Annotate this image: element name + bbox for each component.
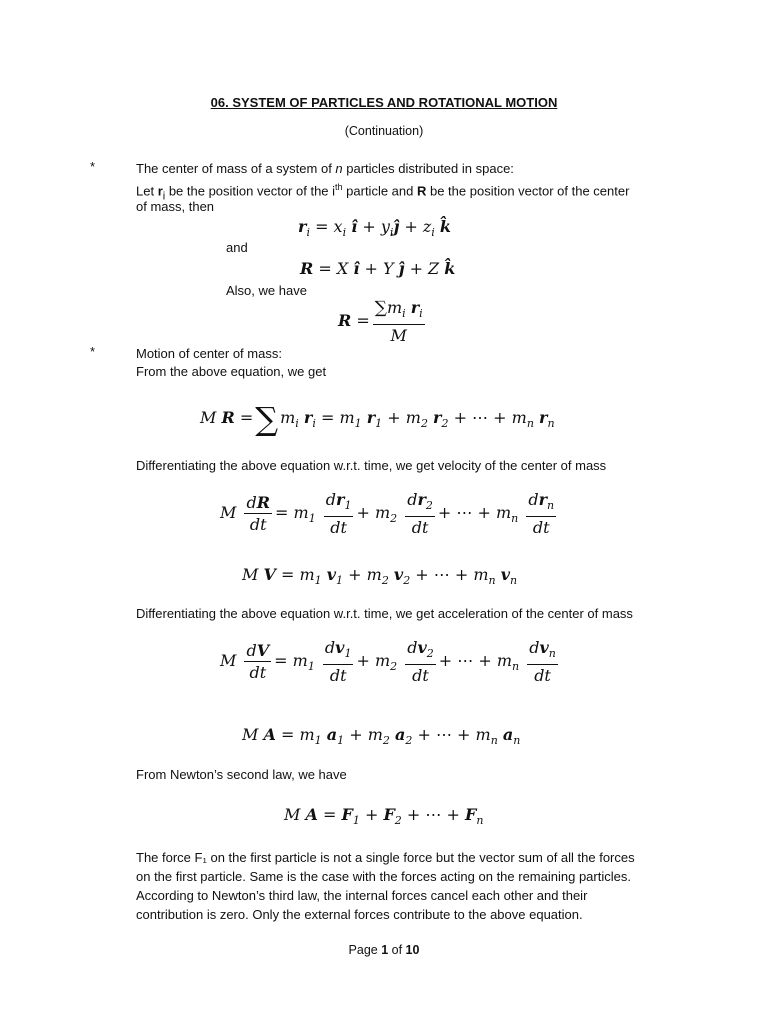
equation-center-of-mass: R = $\frac{\sum m_i r_i}{M}$: [338, 298, 423, 345]
also-label: Also, we have: [226, 283, 307, 298]
bullet-2: *: [90, 344, 96, 359]
section1-line1: The center of mass of a system of n particles distributed in space:: [136, 161, 514, 176]
equation-velocity: M $V = m_1$ $v_1 + m_2$ $v_2$ + ⋯ + $m_n$ $v_n$: [242, 565, 518, 587]
diff-accel-text: Differentiating the above equation w.r.t. time, we get acceleration of the center of mass: [136, 606, 633, 621]
equation-force: M $A = F_1 + F_2$ + ⋯ + $F_n$: [284, 805, 484, 827]
page-title: 06. SYSTEM OF PARTICLES AND ROTATIONAL MOTION: [210, 95, 558, 110]
page-footer: Page 1 of 10: [348, 943, 420, 957]
section1-line3: of mass, then: [136, 199, 215, 214]
section1-line2: Let $r_i$ be the position vector of the $i^{th}$ particle and R be the position vector of the center: [136, 182, 630, 203]
bullet-1: *: [90, 159, 96, 174]
equation-total-mass: M R =∑ $m_i$ $r_i = m_1$ $r_1 + m_2$ $r_2$ + ⋯ + $m_n$ $r_n$: [200, 400, 555, 438]
section2-line1: Motion of center of mass:: [136, 346, 282, 361]
equation-accel-derivative: M $\frac{dV}{dt}$ = $m_1$ $\frac{dv_1}{dt}$ + $m_2$ $\frac{dv_2}{dt}$ + ⋯ + $m_n$ $\frac{dv_n}{dt}$: [220, 638, 556, 685]
page-subtitle: (Continuation): [344, 124, 424, 138]
equation-position-ri: $r_i = x_i$ î + $y_iĵ + z_i$ k̂: [298, 217, 451, 239]
para-line-1: The force F₁ on the first particle is not a single force but the vector sum of all the forces: [136, 850, 635, 865]
diff-velocity-text: Differentiating the above equation w.r.t. time, we get velocity of the center of mass: [136, 458, 607, 473]
section2-line2: From the above equation, we get: [136, 364, 327, 379]
newton-text: From Newton’s second law, we have: [136, 767, 347, 782]
para-line-4: contribution is zero. Only the external forces contribute to the above equation.: [136, 907, 583, 922]
para-line-2: on the first particle. Same is the case with the forces acting on the remaining particles.: [136, 869, 631, 884]
equation-velocity-derivative: M $\frac{dR}{dt}$ = $m_1$ $\frac{dr_1}{dt}$ + $m_2$ $\frac{dr_2}{dt}$ + ⋯ + $m_n$ $\frac{dr_n}{dt}$: [220, 490, 555, 537]
para-line-3: According to Newton’s third law, the internal forces cancel each other and their: [136, 888, 588, 903]
equation-acceleration: M $A = m_1$ $a_1 + m_2$ $a_2$ + ⋯ + $m_n$ $a_n$: [242, 725, 521, 747]
and-label: and: [226, 240, 248, 255]
equation-position-R: R = X î + Y ĵ + Z k̂: [300, 259, 456, 278]
